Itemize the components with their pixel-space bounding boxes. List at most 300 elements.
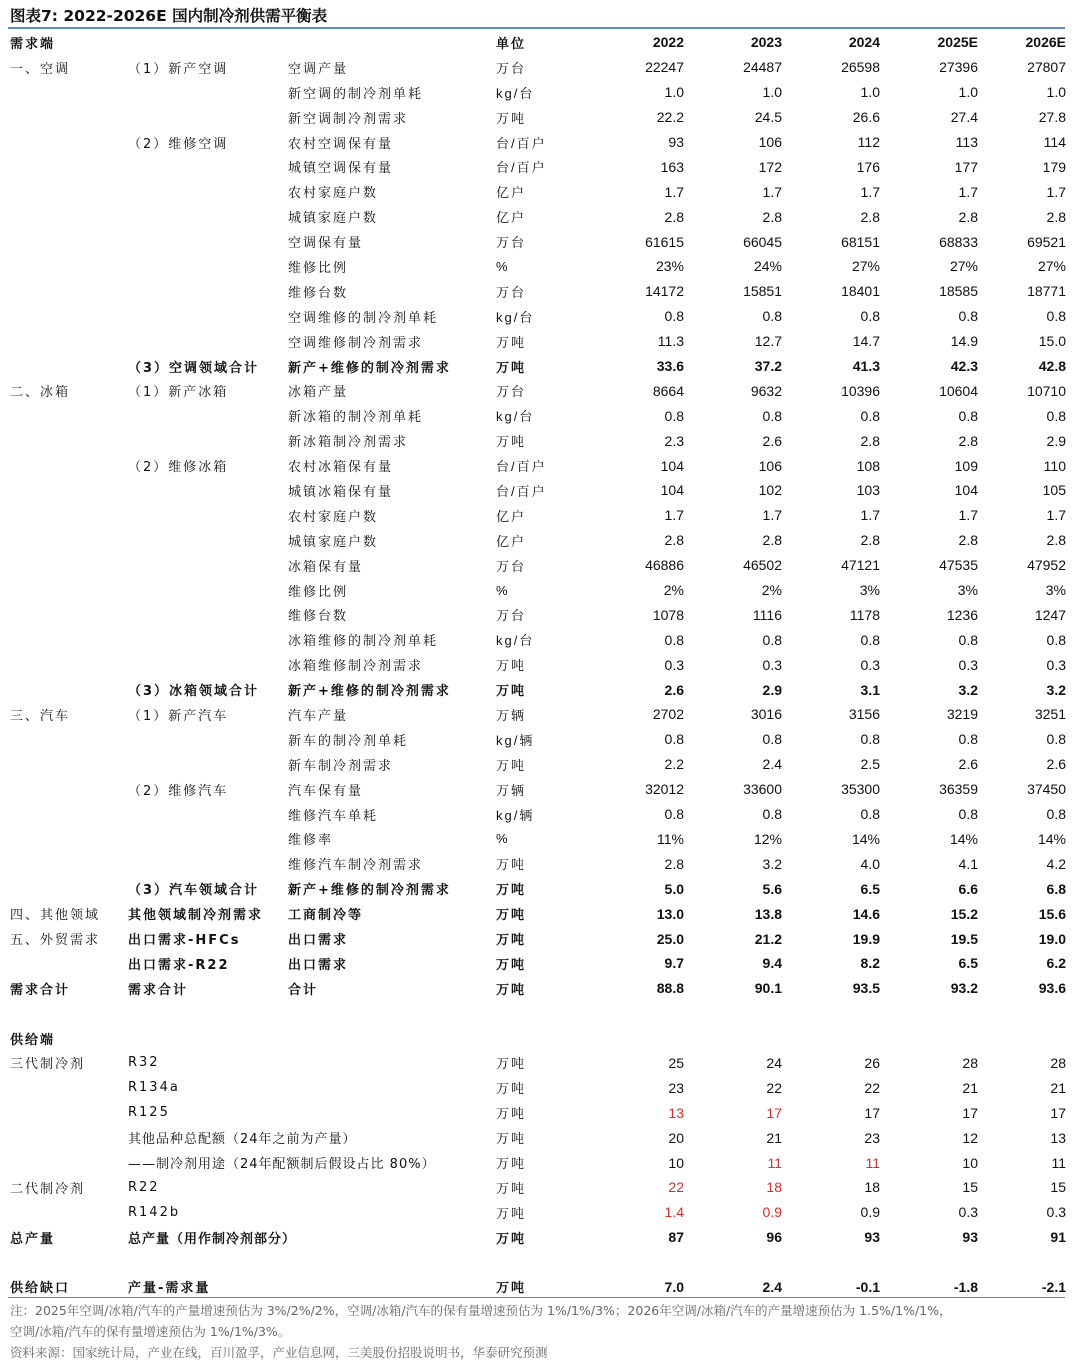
row-value: 2.8 [958,208,978,225]
table-row [10,1150,1066,1175]
row-value: 26 [864,1054,880,1071]
row-value: 1.7 [860,507,880,524]
row-value: 13 [1050,1129,1066,1146]
row-value: 0.8 [762,631,782,648]
row-value: 13.0 [656,905,684,922]
row-unit: 万台 [496,60,527,76]
row-value: 9.7 [664,955,684,972]
row-value: 0.8 [860,631,880,648]
header-unit: 单位 [496,36,527,52]
row-unit: kg/台 [496,85,535,101]
header-subcategory [128,30,288,55]
source-note: 资料来源：国家统计局，产业在线，百川盈孚，产业信息网，三美股份招股说明书，华泰研究预测 [10,1345,548,1360]
row-value: 8664 [652,382,684,399]
row-category [10,827,128,852]
row-category [10,204,128,229]
row-item: 维修台数 [288,609,349,625]
row-subcategory [128,329,288,354]
row-item: 维修比例 [288,584,349,600]
row-value: 1116 [752,606,782,623]
row-subcategory [128,851,288,876]
row-value: 15.0 [1038,333,1066,350]
row-value: 0.8 [860,407,880,424]
row-value: 6.6 [958,880,978,897]
row-value: 0.3 [958,656,978,673]
row-category: 五、外贸需求 [10,933,101,948]
row-item: 新冰箱的制冷剂单耗 [288,410,424,426]
table-row [10,1051,1066,1076]
row-value: 11 [767,1154,782,1171]
row-item: 新产+维修的制冷剂需求 [288,360,451,376]
row-category [10,80,128,105]
row-subcategory: （1）新产冰箱 [128,385,229,401]
row-value: 0.8 [664,308,684,325]
row-category [10,1200,128,1225]
row-value: 106 [758,134,782,150]
header-year: 2025E [937,34,978,51]
row-item: 农村空调保有量 [288,136,394,152]
row-value: 2.8 [1046,532,1066,549]
row-value: 27% [851,258,880,275]
table-row [10,478,1066,503]
row-value: 177 [954,158,978,175]
row-unit [496,1250,586,1275]
table-row [10,329,1066,354]
row-category [10,1125,128,1150]
row-value: 0.8 [664,407,684,424]
row-value: 102 [758,482,782,499]
row-subcategory: （2）维修空调 [128,136,229,152]
row-value: 23 [864,1129,880,1146]
row-subcategory [128,1001,288,1026]
row-value: 27% [949,258,978,275]
table-row [10,1275,1066,1300]
row-value: 93 [668,134,684,150]
row-value: 0.8 [860,806,880,823]
table-row [10,602,1066,627]
table-row [10,503,1066,528]
row-subcategory [128,179,288,204]
row-value: 0.8 [1046,407,1066,424]
row-category: 四、其他领域 [10,908,101,924]
row-unit: 亿户 [496,508,527,524]
row-value: 176 [856,158,880,175]
row-category [10,105,128,130]
row-unit: 亿户 [496,185,527,201]
row-category [10,553,128,578]
table-row [10,1225,1066,1250]
row-value: 1.4 [664,1204,684,1221]
row-subcategory [128,802,288,827]
row-value: 42.3 [950,358,978,375]
row-subcategory: R134a [128,1080,180,1096]
row-value: 3156 [848,706,880,723]
table-row [10,752,1066,777]
row-item [288,1051,496,1076]
row-unit: 万吨 [496,334,527,350]
table-row [10,80,1066,105]
row-unit: 万吨 [496,1131,527,1147]
row-value: 2.8 [664,855,684,872]
row-value [978,1250,1066,1275]
row-value: 6.5 [860,880,880,897]
row-value: 21 [962,1079,978,1096]
row-value: 93 [962,1229,978,1246]
row-item: 汽车保有量 [288,783,364,799]
row-value: 3251 [1034,706,1066,723]
header-year: 2023 [750,34,782,51]
table-row [10,1001,1066,1026]
row-subcategory [128,254,288,279]
row-value: 22247 [645,59,684,76]
row-item: 冰箱维修制冷剂需求 [288,659,424,675]
row-value: 90.1 [754,980,782,997]
row-category [10,951,128,976]
row-value: 2.9 [1046,432,1066,449]
row-value [684,1026,782,1051]
row-value: 9.4 [762,955,782,972]
row-subcategory: （1）新产汽车 [128,708,229,724]
row-unit: kg/辆 [496,732,535,748]
row-category: 二代制冷剂 [10,1181,86,1197]
row-value: 108 [856,457,880,474]
row-unit: 万吨 [496,359,527,375]
row-item: 城镇冰箱保有量 [288,484,394,500]
row-value: 112 [857,134,880,150]
row-value: -1.8 [953,1278,978,1295]
row-unit: 万吨 [496,1106,527,1122]
row-value [684,1250,782,1275]
row-category [10,677,128,702]
row-subcategory: R125 [128,1105,170,1121]
row-value: 0.3 [860,656,880,673]
row-value: 22.2 [656,109,684,126]
row-item: 新冰箱制冷剂需求 [288,435,409,451]
row-value: 15.2 [950,905,978,922]
row-value: 24.5 [754,109,782,126]
footnote-line: 注：2025年空调/冰箱/汽车的产量增速预估为 3%/2%/2%，空调/冰箱/汽车的保有量增速预估为 1%/1%/3%；2026年空调/冰箱/汽车的产量增速预估为 1.5%/1%/1%， [10,1303,952,1318]
header-year: 2024 [848,34,880,51]
row-value: 18585 [939,283,978,300]
row-value: 22 [864,1079,880,1096]
row-unit: 亿户 [496,533,527,549]
table-row [10,553,1066,578]
row-item: 出口需求 [288,933,349,948]
table-row [10,528,1066,553]
row-category [10,1075,128,1100]
row-item: 冰箱维修的制冷剂单耗 [288,634,439,650]
row-value: 4.1 [958,855,978,872]
row-value: 17 [864,1104,880,1121]
row-category [10,627,128,652]
row-category [10,428,128,453]
row-item [288,1075,496,1100]
table-row [10,627,1066,652]
row-value [586,1001,684,1026]
table-row [10,677,1066,702]
row-value: 9632 [750,382,782,399]
row-item: 城镇空调保有量 [288,161,394,177]
row-category: 供给端 [10,1032,56,1048]
row-value: 0.8 [664,631,684,648]
table-row [10,179,1066,204]
row-value: 1.7 [958,507,978,524]
row-unit: 万台 [496,384,527,400]
row-value: 12% [753,830,782,847]
table-row [10,1250,1066,1275]
row-item [288,1001,496,1026]
row-value: 0.8 [1046,308,1066,325]
table-row [10,876,1066,901]
row-unit: 万台 [496,284,527,300]
row-value: 10 [962,1154,978,1171]
row-subcategory [128,503,288,528]
row-value: 0.3 [1046,656,1066,673]
row-item: 新产+维修的制冷剂需求 [288,684,451,700]
row-item [288,1275,496,1300]
row-unit: 万吨 [496,1081,527,1097]
row-value: 18771 [1027,283,1066,300]
row-item: 维修汽车制冷剂需求 [288,858,424,874]
row-unit: kg/台 [496,409,535,425]
row-value: 15 [962,1179,978,1196]
row-value: 33600 [743,781,782,798]
table-row [10,802,1066,827]
row-value: 33.6 [656,358,684,375]
row-value: 2.8 [762,532,782,549]
row-category [10,354,128,379]
row-category [10,727,128,752]
row-value: 13.8 [754,905,782,922]
header-item [288,30,496,55]
row-unit [496,1001,586,1026]
row-category [10,1250,128,1275]
row-item [288,1200,496,1225]
row-value: 6.8 [1046,880,1066,897]
row-value: 103 [856,482,880,499]
row-value: 1236 [946,606,978,623]
row-value: 19.0 [1038,930,1066,947]
row-value: 18 [864,1179,880,1196]
row-value: 2.8 [1046,208,1066,225]
row-unit: kg/台 [496,633,535,649]
row-unit: 万台 [496,558,527,574]
row-value: 14.7 [852,333,880,350]
row-category [10,528,128,553]
row-subcategory [128,752,288,777]
row-value: 2.4 [762,756,782,773]
row-value: 1.7 [958,183,978,200]
row-category [10,478,128,503]
row-item: 城镇家庭户数 [288,534,379,550]
row-unit: 台/百户 [496,135,547,151]
table-row [10,204,1066,229]
row-category [10,304,128,329]
row-subcategory [128,1026,288,1051]
row-subcategory [128,652,288,677]
row-value: 27.4 [950,109,978,126]
row-value: 3% [859,582,880,599]
row-subcategory: （3）空调领域合计 [128,360,260,376]
row-value: 47535 [939,557,978,574]
row-value: 93.5 [852,980,880,997]
row-subcategory [128,827,288,852]
row-unit: 万吨 [496,757,527,773]
row-value: 14172 [645,283,684,300]
row-value: 3219 [946,706,978,723]
row-value: -0.1 [855,1278,880,1295]
table-row [10,827,1066,852]
row-category [10,1100,128,1125]
row-value: 10396 [841,382,880,399]
row-value: 14% [851,830,880,847]
row-category [10,876,128,901]
row-unit: % [496,582,510,598]
row-value: 2.8 [860,208,880,225]
chart-title: 图表7: 2022-2026E 国内制冷剂供需平衡表 [10,7,328,25]
row-value: 11 [865,1154,880,1171]
row-subcategory [128,105,288,130]
row-value: 0.8 [1046,631,1066,648]
row-value: 24% [753,258,782,275]
row-value: 2.8 [762,208,782,225]
table-row [10,777,1066,802]
row-value: 3.2 [1046,681,1066,698]
row-value [978,1026,1066,1051]
table-row [10,702,1066,727]
row-value: 18401 [841,283,880,300]
row-subcategory: 产量-需求量 [128,1281,211,1297]
row-unit: % [496,831,510,847]
row-item: 新车制冷剂需求 [288,758,394,774]
row-category [10,453,128,478]
row-value: -2.1 [1041,1278,1066,1295]
row-value: 2.8 [958,532,978,549]
row-value: 2.8 [664,208,684,225]
row-value: 0.3 [1046,1204,1066,1221]
row-value: 2.4 [762,1278,782,1295]
row-value: 105 [1042,482,1066,499]
row-value: 2.2 [664,756,684,773]
row-item: 新车的制冷剂单耗 [288,733,409,749]
row-value: 47121 [841,557,880,574]
row-value: 41.3 [852,358,880,375]
row-category [10,179,128,204]
row-value: 179 [1042,158,1066,175]
row-category [10,802,128,827]
row-category: 三代制冷剂 [10,1057,86,1073]
row-value: 27% [1037,258,1066,275]
row-value: 3.2 [958,681,978,698]
row-item: 维修台数 [288,285,349,301]
row-value: 20 [668,1129,684,1146]
row-value [978,1001,1066,1026]
row-value: 0.8 [762,731,782,748]
row-value [782,1250,880,1275]
row-value: 0.8 [860,308,880,325]
row-item: 冰箱保有量 [288,559,364,575]
row-value: 15.6 [1038,905,1066,922]
row-value: 14.9 [950,333,978,350]
row-value: 87 [668,1229,684,1246]
row-value: 93.6 [1038,980,1066,997]
table-row [10,1075,1066,1100]
row-category [10,752,128,777]
supply-demand-table [10,30,1066,1299]
table-row [10,428,1066,453]
row-unit: 万吨 [496,658,527,674]
row-unit: 万吨 [496,1280,527,1296]
row-subcategory: 其他品种总配额（24年之前为产量） [128,1132,357,1148]
row-unit: 万吨 [496,932,527,947]
row-value: 0.8 [762,806,782,823]
row-subcategory [128,229,288,254]
row-category [10,1150,128,1175]
row-unit: 万吨 [496,1056,527,1072]
row-value: 2.8 [860,532,880,549]
row-value: 2.8 [958,432,978,449]
header-row [10,30,1066,55]
row-value: 27.8 [1038,109,1066,126]
row-subcategory: 需求合计 [128,982,189,998]
row-value: 24 [766,1054,782,1071]
row-unit: 万辆 [496,782,527,798]
table-row [10,976,1066,1001]
row-value: 2.8 [664,532,684,549]
row-value: 18 [766,1179,782,1196]
row-category [10,403,128,428]
row-value: 3% [957,582,978,599]
row-value: 0.8 [1046,731,1066,748]
row-unit: 万吨 [496,1205,527,1221]
row-item: 出口需求 [288,957,349,973]
row-value: 12.7 [754,333,782,350]
row-item: 新空调制冷剂需求 [288,111,409,127]
row-unit: 万吨 [496,907,527,923]
row-value: 25 [668,1054,684,1071]
table-row [10,55,1066,80]
row-value: 27807 [1027,59,1066,76]
row-subcategory [128,478,288,503]
row-category [10,652,128,677]
row-category [10,578,128,603]
row-unit: 万吨 [496,683,527,699]
title-divider [8,27,1065,29]
table-row [10,926,1066,951]
row-subcategory [128,204,288,229]
row-subcategory: R142b [128,1204,181,1220]
row-unit: 万吨 [496,857,527,873]
table-row [10,851,1066,876]
row-subcategory: 出口需求-HFCs [128,933,241,948]
table-row [10,1026,1066,1051]
row-category [10,154,128,179]
row-value: 10 [668,1154,684,1171]
footnote-line: 空调/冰箱/汽车的保有量增速预估为 1%/1%/3%。 [10,1324,291,1339]
row-item: 工商制冷等 [288,908,364,924]
row-value [880,1026,978,1051]
row-value: 1.0 [958,84,978,101]
row-value: 1247 [1034,606,1066,623]
row-subcategory [128,578,288,603]
row-value: 11% [657,830,684,847]
row-unit: 万吨 [496,434,527,450]
row-unit: 万吨 [496,1180,527,1196]
row-value [880,1250,978,1275]
row-value: 17 [962,1104,978,1121]
row-unit: 万辆 [496,707,527,723]
row-category: 一、空调 [10,61,71,77]
